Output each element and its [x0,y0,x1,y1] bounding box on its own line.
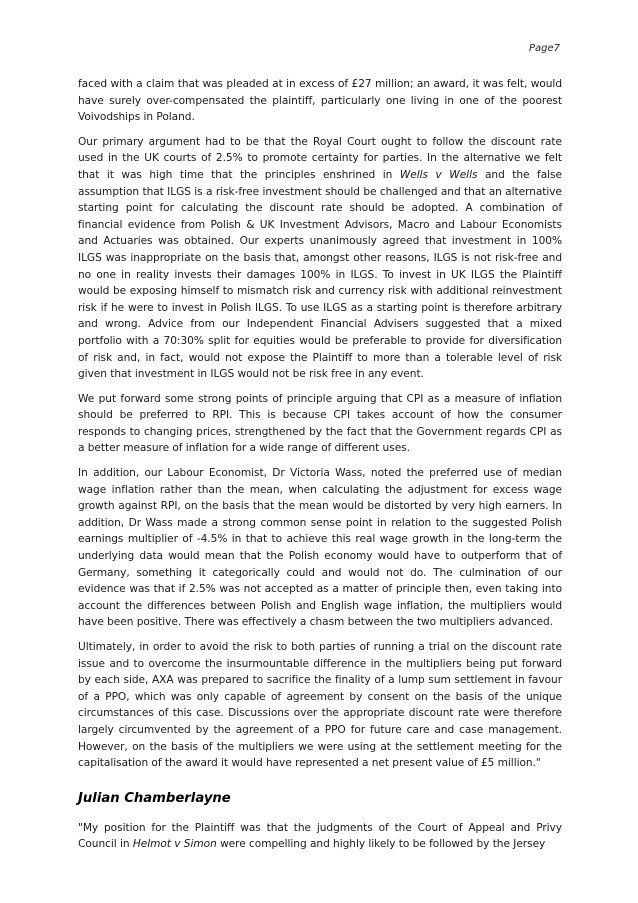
case-citation: Wells v Wells [399,168,478,181]
document-body [78,76,562,861]
paragraph-cpi-vs-rpi: We put forward some strong points of principle arguing that CPI as a measure of inflation should be preferred to RPI. This is because CPI takes account of how the consumer responds to changing prices, strengthened by the fact that the Government regards CPI as a better measure of inflation for a wide range of different uses. [78,392,562,455]
paragraph-text: "My position for the Plaintiff was that the judgments of the Court of Appeal and Privy Council in [78,821,562,851]
paragraph-claim-context: faced with a claim that was pleaded at in excess of £27 million; an award, it was felt, would have surely over-compensated the plaintiff, particularly one living in one of the poorest Voivodships in Poland. [78,78,562,124]
page-number: Page7 [528,43,560,54]
paragraph-plaintiff-position [78,820,562,853]
section-heading: Julian Chamberlayne [78,790,231,806]
paragraph-text: Our primary argument had to be that the Royal Court ought to follow the discount rate used in the UK courts of 2.5% to promote certainty for parties. In the alternative we felt that it was high time that the principles enshrined in [78,135,562,181]
paragraph-text: and the false assumption that ILGS is a risk-free investment should be challenged and that an alternative starting point for calculating the discount rate should be adopted. A combination of financial evidence from Polish & UK Investment Advisors, Macro and Labour Economists and Actuaries was obtained. Our experts unanimously agreed that investment in 100% ILGS was inappropriate on the basis that, amongst other reasons, ILGS is not risk-free and no one in reality invests their damages 100% in ILGS. To invest in UK ILGS the Plaintiff would be exposing himself to mismatch risk and currency risk with additional reinvestment risk if he were to invest in Polish ILGS. To use ILGS as a starting point is therefore arbitrary and wrong. Advice from our Independent Financial Advisers suggested that a mixed portfolio with a 70:30% split for equities would be preferable to provide for diversification of risk and, in fact, would not expose the Plaintiff to more than a tolerable level of risk given that investment in ILGS would not be risk free in any event. [78,168,562,381]
paragraph-labour-economist: In addition, our Labour Economist, Dr Victoria Wass, noted the preferred use of median wage inflation rather than the mean, when calculating the adjustment for excess wage growth against RPI, on the basis that the mean would be distorted by very high earners. In addition, Dr Wass made a strong common sense point in relation to the suggested Polish earnings multiplier of -4.5% in that to achieve this real wage growth in the long-term the underlying data would mean that the Polish economy would have to outperform that of Germany, something it categorically could and would not do. The culmination of our evidence was that if 2.5% was not accepted as a matter of principle then, even taking into account the differences between Polish and English wage inflation, the multipliers would have been positive. There was effectively a chasm between the two multipliers advanced. [78,467,562,629]
paragraph-text: were compelling and highly likely to be followed by the Jersey [216,838,546,851]
paragraph-discount-rate-argument [78,134,562,383]
paragraph-ppo-settlement: Ultimately, in order to avoid the risk to both parties of running a trial on the discount rate issue and to overcome the insurmountable difference in the multipliers being put forward by each side, AXA was prepared to sacrifice the finality of a lump sum settlement in favour of a PPO, which was only capable of agreement by consent on the basis of the unique circumstances of this case. Discussions over the appropriate discount rate were therefore largely circumvented by the agreement of a PPO for future care and case management. However, on the basis of the multipliers we were using at the settlement meeting for the capitalisation of the award it would have represented a net present value of £5 million." [78,641,562,770]
case-citation: Helmot v Simon [132,838,217,851]
